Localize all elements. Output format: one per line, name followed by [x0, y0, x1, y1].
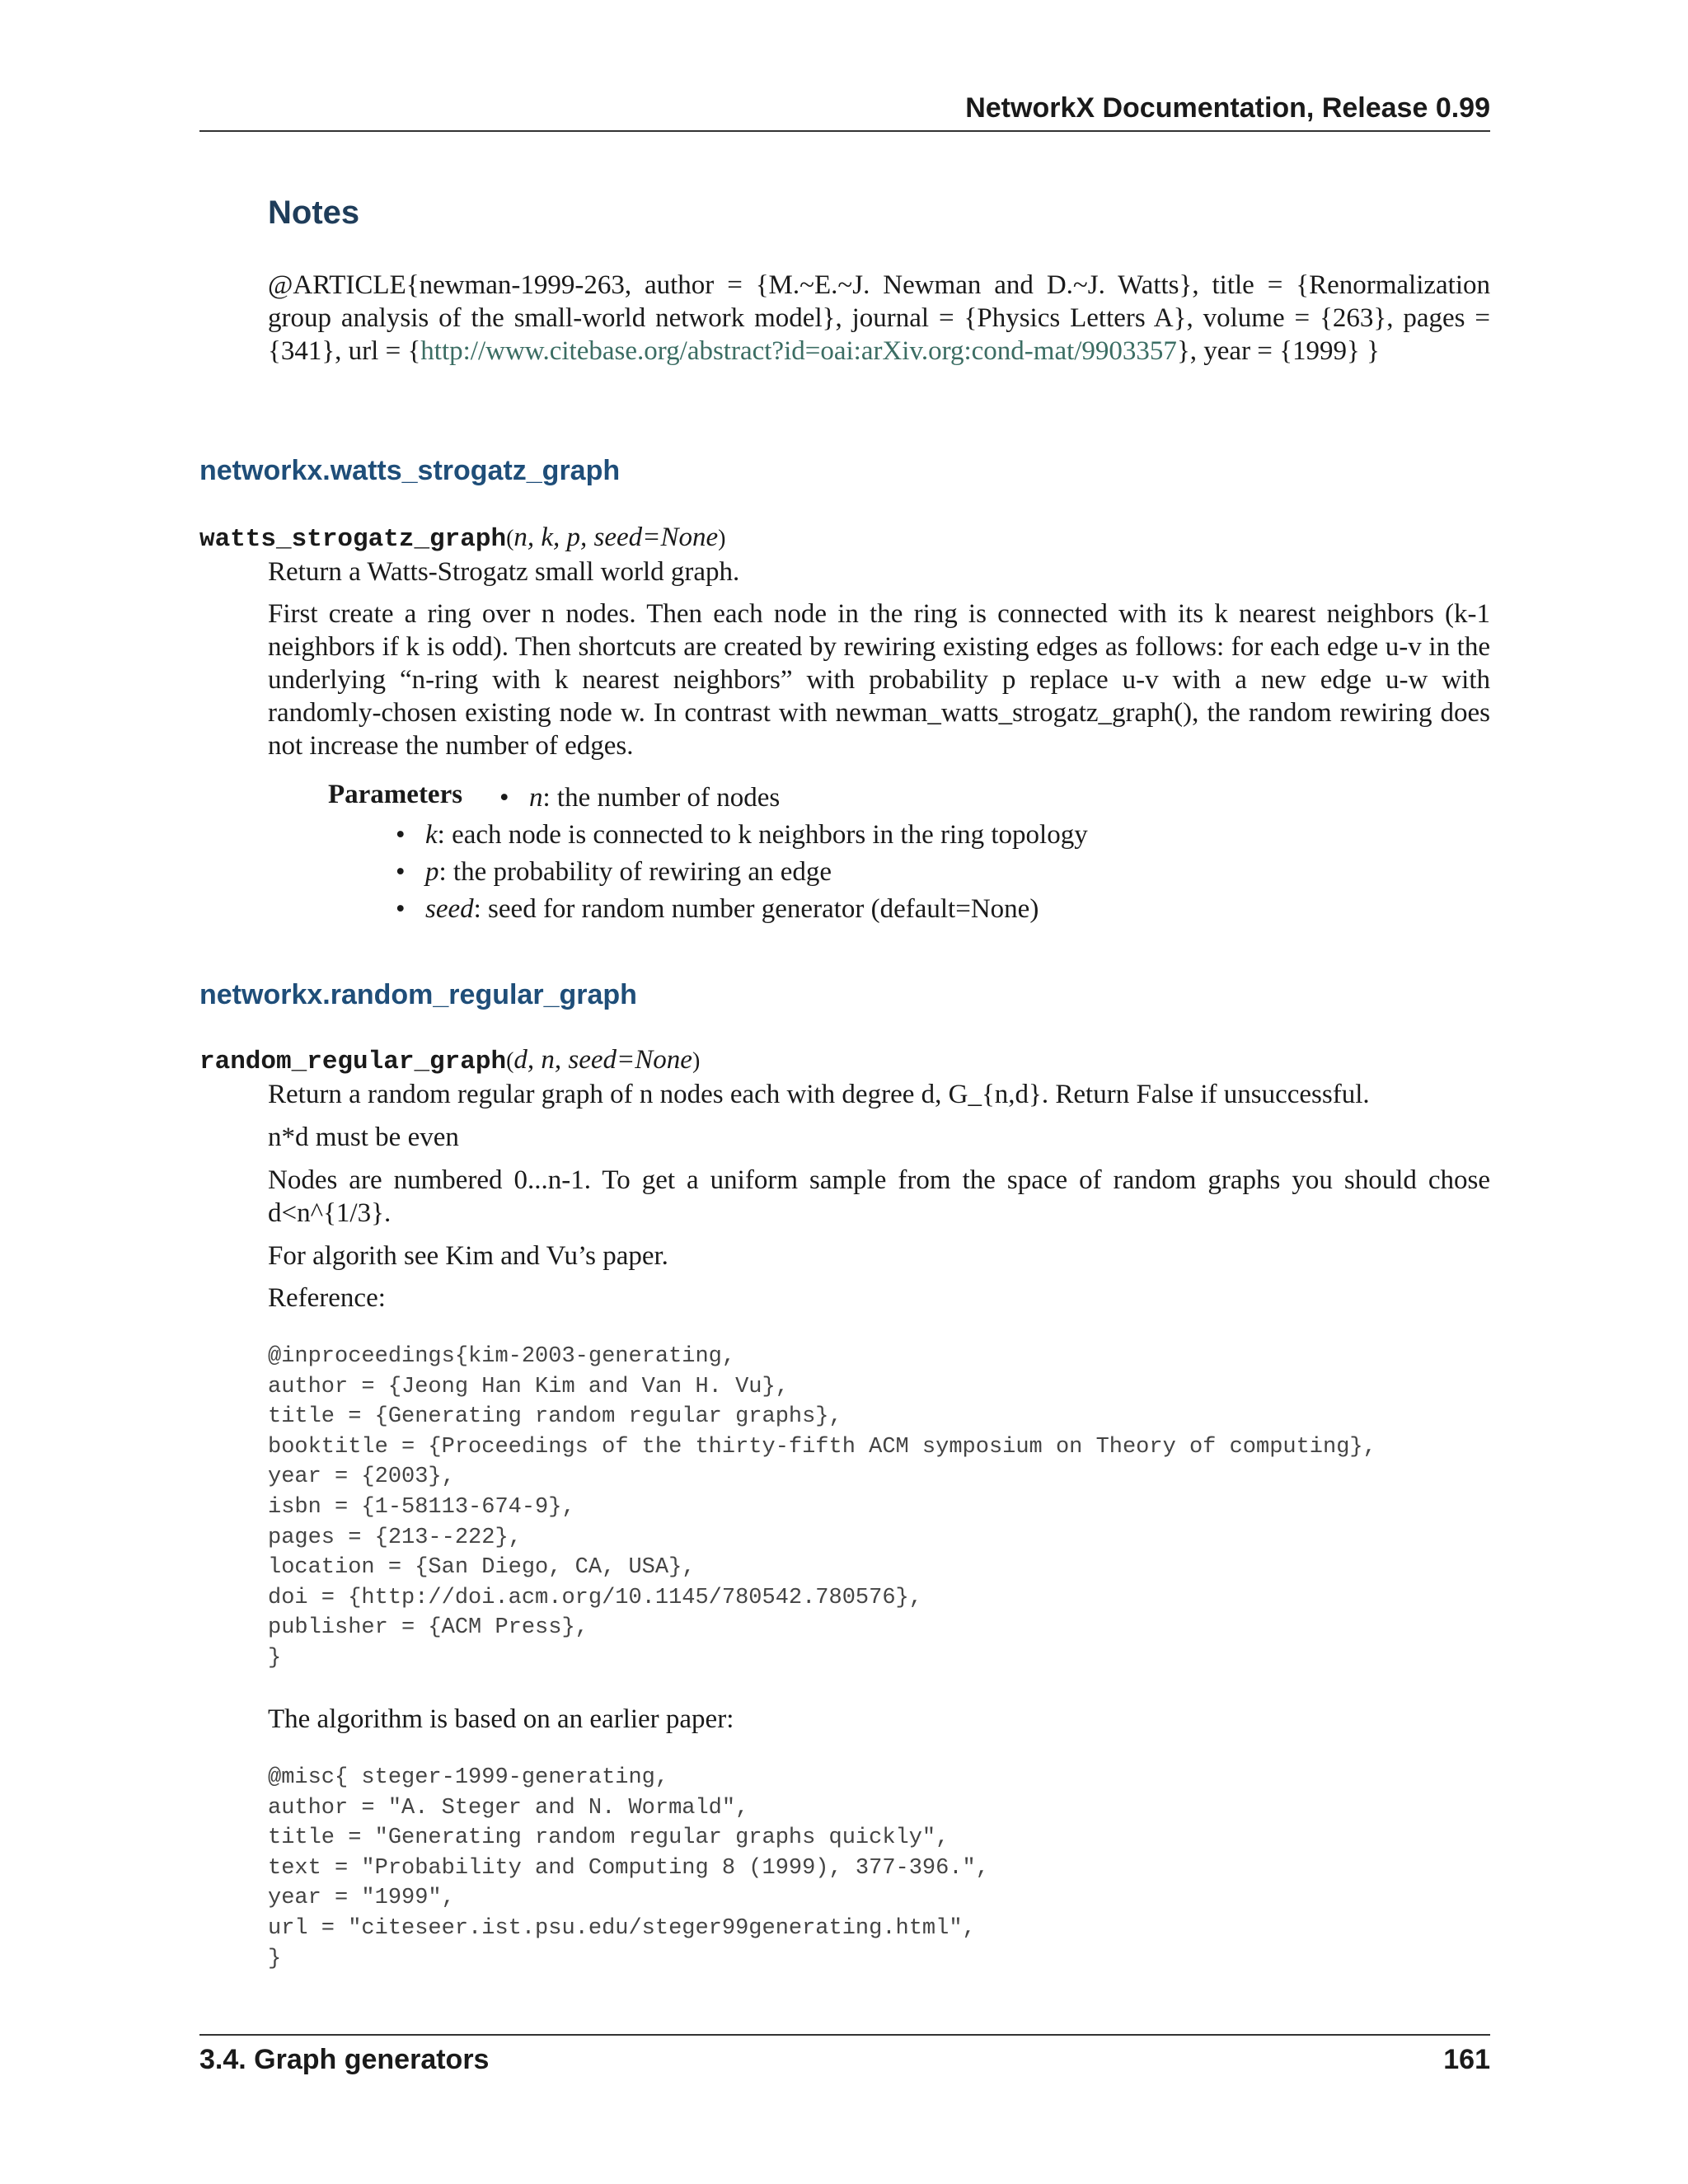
watts-func-args: n, k, p, seed=None: [513, 523, 719, 552]
regular-uniform-note: Nodes are numbered 0...n-1. To get a uniform sample from the space of random graphs you should chose d<n^{1/3}.: [268, 1165, 1490, 1228]
regular-func-name: random_regular_graph: [199, 1047, 507, 1076]
regular-func-args: d, n, seed=None: [513, 1045, 692, 1075]
regular-summary: Return a random regular graph of n nodes each with degree d, G_{n,d}. Return False if unsuccessful.: [268, 1080, 1370, 1109]
notes-citation: [268, 269, 1490, 368]
watts-section-title: networkx.watts_strogatz_graph: [199, 455, 621, 486]
footer-section: 3.4. Graph generators: [199, 2044, 490, 2075]
watts-summary: Return a Watts-Strogatz small world graph.: [268, 557, 740, 587]
notes-heading: Notes: [268, 194, 360, 231]
running-footer: [199, 2034, 1490, 2082]
watts-params-list: [499, 780, 780, 817]
regular-section-title: networkx.random_regular_graph: [199, 979, 637, 1010]
param-seed: • seed: seed for random number generator (default=None): [396, 891, 1088, 928]
regular-reference-label: Reference:: [268, 1283, 386, 1313]
watts-params-list-cont: [396, 817, 1088, 928]
steger-bibtex: @misc{ steger-1999-generating, author = "A. Steger and N. Wormald", title = "Generating random regular graphs quickly", text = "Probability and Computing 8 (1999), 377-396.", year = "1999", url = "citeseer.ist.psu.edu/steger99generating.html", }: [268, 1765, 989, 1971]
watts-signature: watts_strogatz_graph(n, k, p, seed=None): [199, 523, 726, 554]
param-n: • n: the number of nodes: [499, 780, 780, 817]
header-title: NetworkX Documentation, Release 0.99: [965, 92, 1490, 124]
notes-text-before: @ARTICLE{newman-1999-263, author = {M.~E.~J. Newman and D.~J. Watts}, title = {Renormalization group analysis of the small-world network model}, journal = {Physics Letters A}, volume = {263}, pages = {341}, url = {: [268, 270, 1490, 366]
citebase-link[interactable]: http://www.citebase.org/abstract?id=oai:arXiv.org:cond-mat/9903357: [420, 336, 1177, 366]
regular-algorith-note: For algorith see Kim and Vu’s paper.: [268, 1241, 668, 1271]
running-header: [199, 92, 1490, 132]
regular-even-note: n*d must be even: [268, 1122, 459, 1152]
regular-earlier-note: The algorithm is based on an earlier paper:: [268, 1704, 734, 1734]
kim-vu-bibtex: @inproceedings{kim-2003-generating, author = {Jeong Han Kim and Van H. Vu}, title = {Generating random regular graphs}, booktitle = {Proceedings of the thirty-fifth ACM symposium on Theory of computing}, year = {2003}, isbn = {1-58113-674-9}, pages = {213--222}, location = {San Diego, CA, USA}, doi = {http://doi.acm.org/10.1145/780542.780576}, publisher = {ACM Press}, }: [268, 1344, 1376, 1671]
watts-params-label: Parameters: [328, 780, 463, 809]
footer-page-number: 161: [1443, 2044, 1490, 2075]
param-k: • k: each node is connected to k neighbors in the ring topology: [396, 817, 1088, 854]
param-p: • p: the probability of rewiring an edge: [396, 854, 1088, 891]
watts-description: First create a ring over n nodes. Then each node in the ring is connected with its k nearest neighbors (k-1 neighbors if k is odd). Then shortcuts are created by rewiring existing edges as follows: for each edge u-v in the underlying “n-ring with k nearest neighbors” with probability p replace u-v with a new edge u-w with randomly-chosen existing node w. In contrast with newman_watts_strogatz_graph(), the random rewiring does not increase the number of edges.: [268, 599, 1490, 761]
watts-func-name: watts_strogatz_graph: [199, 525, 507, 554]
regular-signature: random_regular_graph(d, n, seed=None): [199, 1045, 701, 1076]
notes-text-after: }, year = {1999} }: [1176, 336, 1380, 366]
